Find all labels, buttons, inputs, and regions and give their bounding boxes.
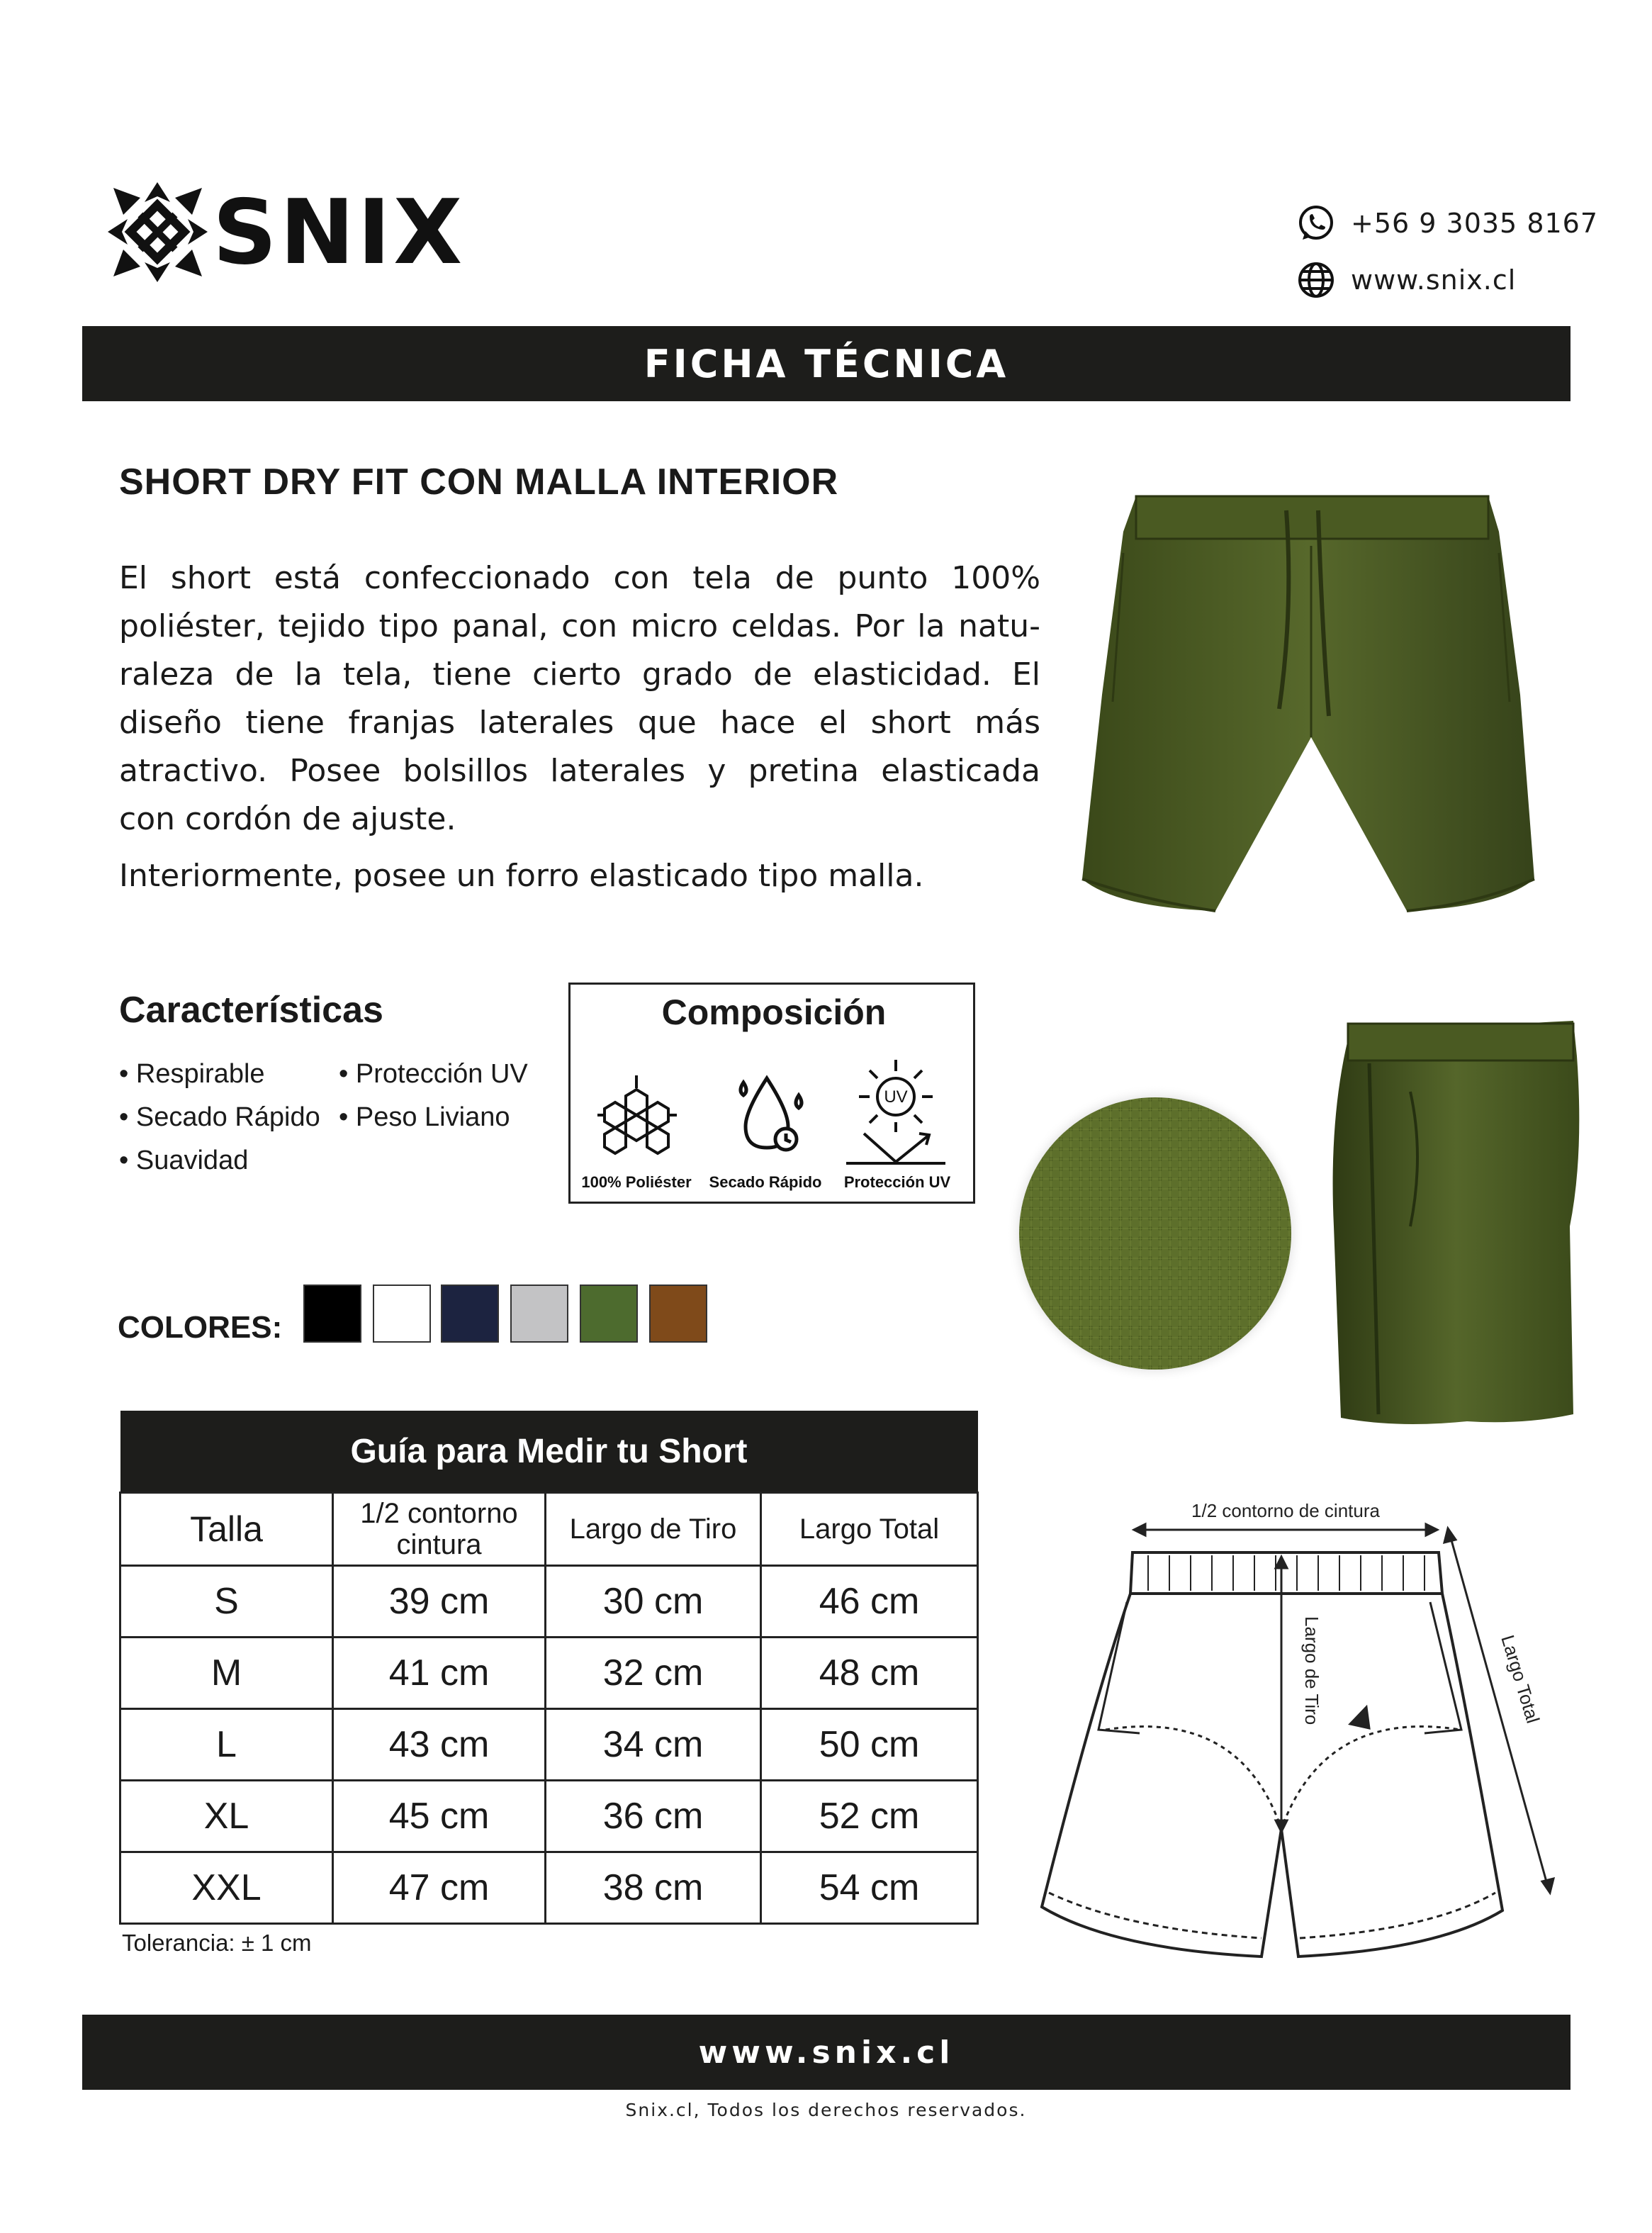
feature-item: • Suavidad bbox=[119, 1146, 249, 1175]
brand-name: SNIX bbox=[213, 180, 466, 284]
table-row bbox=[120, 1638, 978, 1709]
table-caption: Guía para Medir tu Short bbox=[120, 1411, 978, 1493]
color-swatch-green[interactable] bbox=[580, 1285, 638, 1343]
table-row bbox=[120, 1781, 978, 1852]
feature-item: • Peso Liviano bbox=[339, 1102, 510, 1132]
total-length-cell: 48 cm bbox=[761, 1638, 978, 1709]
description-line: poliéster, tejido tipo panal, con micro celdas. Por la natu- bbox=[119, 608, 1040, 644]
description-line: diseño tiene franjas laterales que hace el short más bbox=[119, 705, 1040, 741]
composition-box bbox=[568, 983, 975, 1204]
feature-label: Protección UV bbox=[355, 1059, 528, 1089]
waist-cell: 39 cm bbox=[333, 1566, 546, 1638]
table-row bbox=[120, 1566, 978, 1638]
feature-label: Respirable bbox=[135, 1059, 265, 1089]
feature-label: Secado Rápido bbox=[135, 1102, 320, 1132]
size-guide-table bbox=[119, 1411, 979, 1925]
colors-label: COLORES: bbox=[118, 1310, 283, 1345]
color-swatch-navy[interactable] bbox=[441, 1285, 499, 1343]
column-header: Largo de Tiro bbox=[546, 1493, 761, 1566]
description-line: con cordón de ajuste. bbox=[119, 801, 456, 837]
uv-sun-icon bbox=[843, 1056, 949, 1169]
rise-cell: 32 cm bbox=[546, 1638, 761, 1709]
description-line: raleza de la tela, tiene cierto grado de elasticidad. El bbox=[119, 656, 1040, 693]
copyright-note: Snix.cl, Todos los derechos reservados. bbox=[625, 2100, 1027, 2120]
table-row bbox=[120, 1852, 978, 1924]
tolerance-note: Tolerancia: ± 1 cm bbox=[122, 1930, 312, 1956]
rise-label: Largo de Tiro bbox=[1301, 1616, 1322, 1725]
total-length-label: Largo Total bbox=[1497, 1632, 1544, 1726]
composition-title: Composición bbox=[661, 992, 887, 1032]
composition-label: 100% Poliéster bbox=[581, 1173, 692, 1191]
table-header-row bbox=[120, 1493, 978, 1566]
color-swatch-black[interactable] bbox=[303, 1285, 361, 1343]
waist-cell: 45 cm bbox=[333, 1781, 546, 1852]
rise-cell: 34 cm bbox=[546, 1709, 761, 1781]
rise-cell: 30 cm bbox=[546, 1566, 761, 1638]
size-cell: S bbox=[120, 1566, 333, 1638]
product-title: SHORT DRY FIT CON MALLA INTERIOR bbox=[119, 461, 839, 503]
waist-cell: 43 cm bbox=[333, 1709, 546, 1781]
description-line: atractivo. Posee bolsillos laterales y pretina elasticada bbox=[119, 753, 1040, 789]
waist-cell: 47 cm bbox=[333, 1852, 546, 1924]
feature-item: • Protección UV bbox=[339, 1059, 528, 1089]
water-drop-clock-icon bbox=[728, 1068, 813, 1160]
measurement-diagram bbox=[1028, 1496, 1580, 1978]
feature-item: • Respirable bbox=[119, 1059, 265, 1089]
product-description bbox=[119, 554, 1040, 844]
footer-website[interactable]: www.snix.cl bbox=[698, 2034, 955, 2071]
composition-label: Secado Rápido bbox=[709, 1173, 822, 1191]
table-row bbox=[120, 1709, 978, 1781]
footer-bar bbox=[82, 2015, 1570, 2090]
total-length-cell: 46 cm bbox=[761, 1566, 978, 1638]
features-title: Características bbox=[119, 990, 383, 1031]
short-front-image bbox=[1074, 482, 1541, 922]
total-length-cell: 52 cm bbox=[761, 1781, 978, 1852]
whatsapp-icon bbox=[1297, 204, 1335, 242]
phone-contact[interactable] bbox=[1297, 198, 1598, 248]
column-header: Largo Total bbox=[761, 1493, 978, 1566]
phone-number: +56 9 3035 8167 bbox=[1351, 208, 1599, 239]
size-cell: XXL bbox=[120, 1852, 333, 1924]
size-cell: XL bbox=[120, 1781, 333, 1852]
composition-label: Protección UV bbox=[843, 1173, 951, 1191]
short-side-image bbox=[1325, 1014, 1588, 1439]
fabric-texture-image bbox=[1006, 1085, 1304, 1382]
uv-badge: UV bbox=[884, 1087, 908, 1107]
globe-icon bbox=[1297, 261, 1335, 299]
total-length-cell: 54 cm bbox=[761, 1852, 978, 1924]
website-contact[interactable] bbox=[1297, 255, 1516, 305]
color-swatch-grey[interactable] bbox=[510, 1285, 568, 1343]
page-title: FICHA TÉCNICA bbox=[644, 341, 1009, 386]
feature-label: Peso Liviano bbox=[355, 1102, 510, 1132]
color-swatch-white[interactable] bbox=[373, 1285, 431, 1343]
waist-label: 1/2 contorno de cintura bbox=[1191, 1500, 1380, 1521]
feature-label: Suavidad bbox=[135, 1146, 249, 1175]
feature-item: • Secado Rápido bbox=[119, 1102, 320, 1132]
page-title-bar bbox=[82, 326, 1570, 401]
website-link: www.snix.cl bbox=[1351, 264, 1517, 296]
size-cell: L bbox=[120, 1709, 333, 1781]
column-header: Talla bbox=[120, 1493, 333, 1566]
interior-note: Interiormente, posee un forro elasticado tipo malla. bbox=[119, 858, 924, 894]
rise-cell: 36 cm bbox=[546, 1781, 761, 1852]
column-header: 1/2 contorno cintura bbox=[333, 1493, 546, 1566]
rise-cell: 38 cm bbox=[546, 1852, 761, 1924]
snix-logo-mark bbox=[106, 181, 209, 284]
color-swatch-brown[interactable] bbox=[649, 1285, 707, 1343]
total-length-cell: 50 cm bbox=[761, 1709, 978, 1781]
honeycomb-icon bbox=[590, 1068, 682, 1160]
size-cell: M bbox=[120, 1638, 333, 1709]
description-line: El short está confeccionado con tela de punto 100% bbox=[119, 560, 1040, 596]
waist-cell: 41 cm bbox=[333, 1638, 546, 1709]
